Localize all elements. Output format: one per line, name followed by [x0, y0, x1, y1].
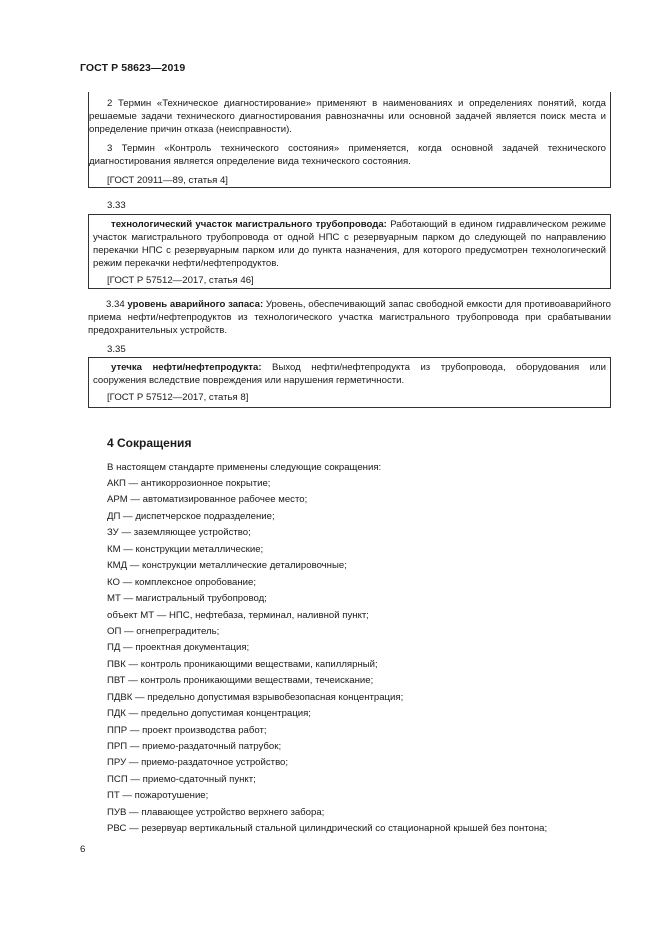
- section-title: 4 Сокращения: [107, 436, 192, 450]
- reference: [ГОСТ 20911—89, статья 4]: [107, 175, 228, 186]
- list-item: ПРУ — приемо-раздаточное устройство;: [107, 757, 289, 769]
- list-item: КО — комплексное опробование;: [107, 576, 256, 588]
- list-item: ДП — диспетчерское подразделение;: [107, 510, 275, 522]
- term-number: 3.35: [107, 344, 126, 355]
- list-item: КМ — конструкции металлические;: [107, 543, 264, 555]
- term-box-continued: [88, 92, 611, 188]
- list-item: ПВК — контроль проникающими веществами, капиллярный;: [107, 658, 378, 670]
- term-definition: [88, 298, 611, 337]
- term-name: уровень аварийного запаса:: [127, 299, 264, 310]
- term-text: Уровень, обеспечивающий запас свободной емкости для противоаварийного приема нефти/нефтепродуктов из технологического участка магистрального трубопровода при срабатывании предохранительных устройств.: [88, 299, 611, 336]
- list-item: ПРП — приемо-раздаточный патрубок;: [107, 741, 282, 752]
- abbreviation-list: [107, 476, 547, 838]
- term-text: Выход нефти/нефтепродукта из трубопровода, оборудования или сооружения вследствие повреждения или нарушения герметичности.: [93, 362, 606, 386]
- list-item: ПТ — пожаротушение;: [107, 790, 209, 802]
- list-item: КМД — конструкции металлические деталировочные;: [107, 560, 347, 572]
- list-item: ПДК — предельно допустимая концентрация;: [107, 708, 311, 720]
- term-definition: [93, 218, 606, 270]
- term-name: технологический участок магистрального трубопровода:: [111, 219, 387, 230]
- reference: [ГОСТ Р 57512—2017, статья 8]: [107, 392, 249, 403]
- list-item: РВС — резервуар вертикальный стальной цилиндрический со стационарной крышей без понтона;: [107, 823, 548, 835]
- list-item: объект МТ — НПС, нефтебаза, терминал, наливной пункт;: [107, 609, 369, 621]
- term-number: 3.33: [107, 200, 126, 211]
- list-item: ОП — огнепреградитель;: [107, 625, 220, 637]
- term-name: утечка нефти/нефтепродукта:: [111, 362, 262, 373]
- list-item: АРМ — автоматизированное рабочее место;: [107, 494, 308, 506]
- list-item: ПД — проектная документация;: [107, 642, 250, 654]
- list-item: ППР — проект производства работ;: [107, 724, 267, 736]
- term-definition: [93, 361, 606, 387]
- list-item: ЗУ — заземляющее устройство;: [107, 527, 251, 539]
- list-item: МТ — магистральный трубопровод;: [107, 593, 267, 605]
- reference: [ГОСТ Р 57512—2017, статья 46]: [107, 275, 254, 286]
- page-number: 6: [80, 844, 86, 855]
- term-box-3-35: [88, 357, 611, 408]
- term-text: Работающий в едином гидравлическом режиме участок магистрального трубопровода от одной НПС с резервуарным парком до следующей по направлению перекачки НПС с резервуарным парком или до пункта назначения, для которого предусмотрен технологический режим перекачки нефти/нефтепродуктов.: [93, 219, 606, 269]
- note-2: 2 Термин «Техническое диагностирование» применяют в наименованиях и определениях понятий, когда решаемые задачи технического диагностирования равнозначны или основной задачей является поиск места и определение причин отказа (неисправности).: [89, 98, 606, 135]
- list-item: ПСП — приемо-сдаточный пункт;: [107, 773, 256, 785]
- document-header: ГОСТ Р 58623—2019: [80, 62, 186, 74]
- term-3-34: [88, 298, 611, 337]
- list-item: ПУВ — плавающее устройство верхнего забора;: [107, 806, 325, 818]
- list-item: ПДВК — предельно допустимая взрывобезопасная концентрация;: [107, 691, 404, 703]
- list-item: АКП — антикоррозионное покрытие;: [107, 478, 271, 489]
- term-box-3-33: [88, 214, 611, 289]
- note-3: 3 Термин «Контроль технического состояния» применяется, когда основной задачей технического диагностирования является определение вида технического состояния.: [89, 143, 606, 167]
- list-item: ПВТ — контроль проникающими веществами, течеискание;: [107, 675, 374, 687]
- term-number: 3.34: [106, 299, 125, 310]
- section-intro: В настоящем стандарте применены следующие сокращения:: [107, 462, 382, 473]
